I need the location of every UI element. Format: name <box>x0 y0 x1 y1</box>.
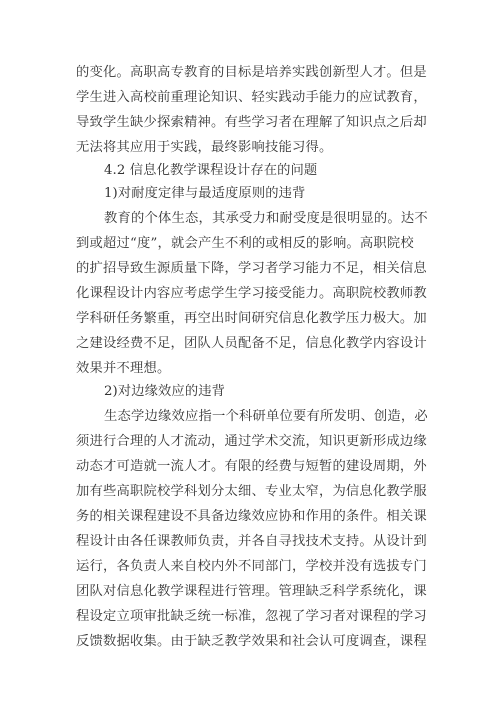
text-line: 反馈数据收集。由于缺乏教学效果和社会认可度调查，课程 <box>76 634 427 649</box>
subsection-heading: 1)对耐度定律与最适度原则的违背 <box>104 186 306 201</box>
paragraph-start-line: 生态学边缘效应指一个科研单位要有所发明、创造，必 <box>104 409 428 424</box>
text-line: 的扩招导致生源质量下降，学习者学习能力不足，相关信息 <box>76 261 427 276</box>
text-line: 之建设经费不足，团队人员配备不足，信息化教学内容设计 <box>76 336 427 351</box>
text-line: 效果并不理想。 <box>76 361 171 376</box>
text-line: 学生进入高校前重理论知识、轻实践动手能力的应试教育， <box>76 90 427 105</box>
text-line: 程设定立项审批缺乏统一标准，忽视了学习者对课程的学习 <box>76 609 427 624</box>
text-line: 须进行合理的人才流动，通过学术交流，知识更新形成边缘 <box>76 434 427 449</box>
text-line: 加有些高职院校学科划分太细、专业太窄，为信息化教学服 <box>76 484 427 499</box>
text-line: 无法将其应用于实践，最终影响技能习得。 <box>76 140 333 155</box>
text-line: 导致学生缺少探索精神。有些学习者在理解了知识点之后却 <box>76 115 427 130</box>
subsection-heading: 2)对边缘效应的违背 <box>104 384 226 399</box>
text-line: 到或超过“度”，就会产生不利的或相反的影响。高职院校 <box>76 236 414 251</box>
text-line: 学科研任务繁重，再空出时间研究信息化教学压力极大。加 <box>76 311 427 326</box>
text-line: 务的相关课程建设不具备边缘效应协和作用的条件。相关课 <box>76 509 427 524</box>
text-line: 程设计由各任课教师负责，并各自寻找技术支持。从设计到 <box>76 534 427 549</box>
text-line: 动态才可造就一流人才。有限的经费与短暂的建设周期，外 <box>76 459 427 474</box>
text-line: 团队对信息化教学课程进行管理。管理缺乏科学系统化，课 <box>76 584 427 599</box>
text-line: 运行，各负责人来自校内外不同部门，学校并没有选拔专门 <box>76 559 427 574</box>
paragraph-start-line: 教育的个体生态，其承受力和耐受度是很明显的。达不 <box>104 211 428 226</box>
text-line: 的变化。高职高专教育的目标是培养实践创新型人才。但是 <box>76 65 427 80</box>
text-line: 化课程设计内容应考虑学生学习接受能力。高职院校教师教 <box>76 286 427 301</box>
section-heading: 4.2 信息化教学课程设计存在的问题 <box>104 163 318 178</box>
